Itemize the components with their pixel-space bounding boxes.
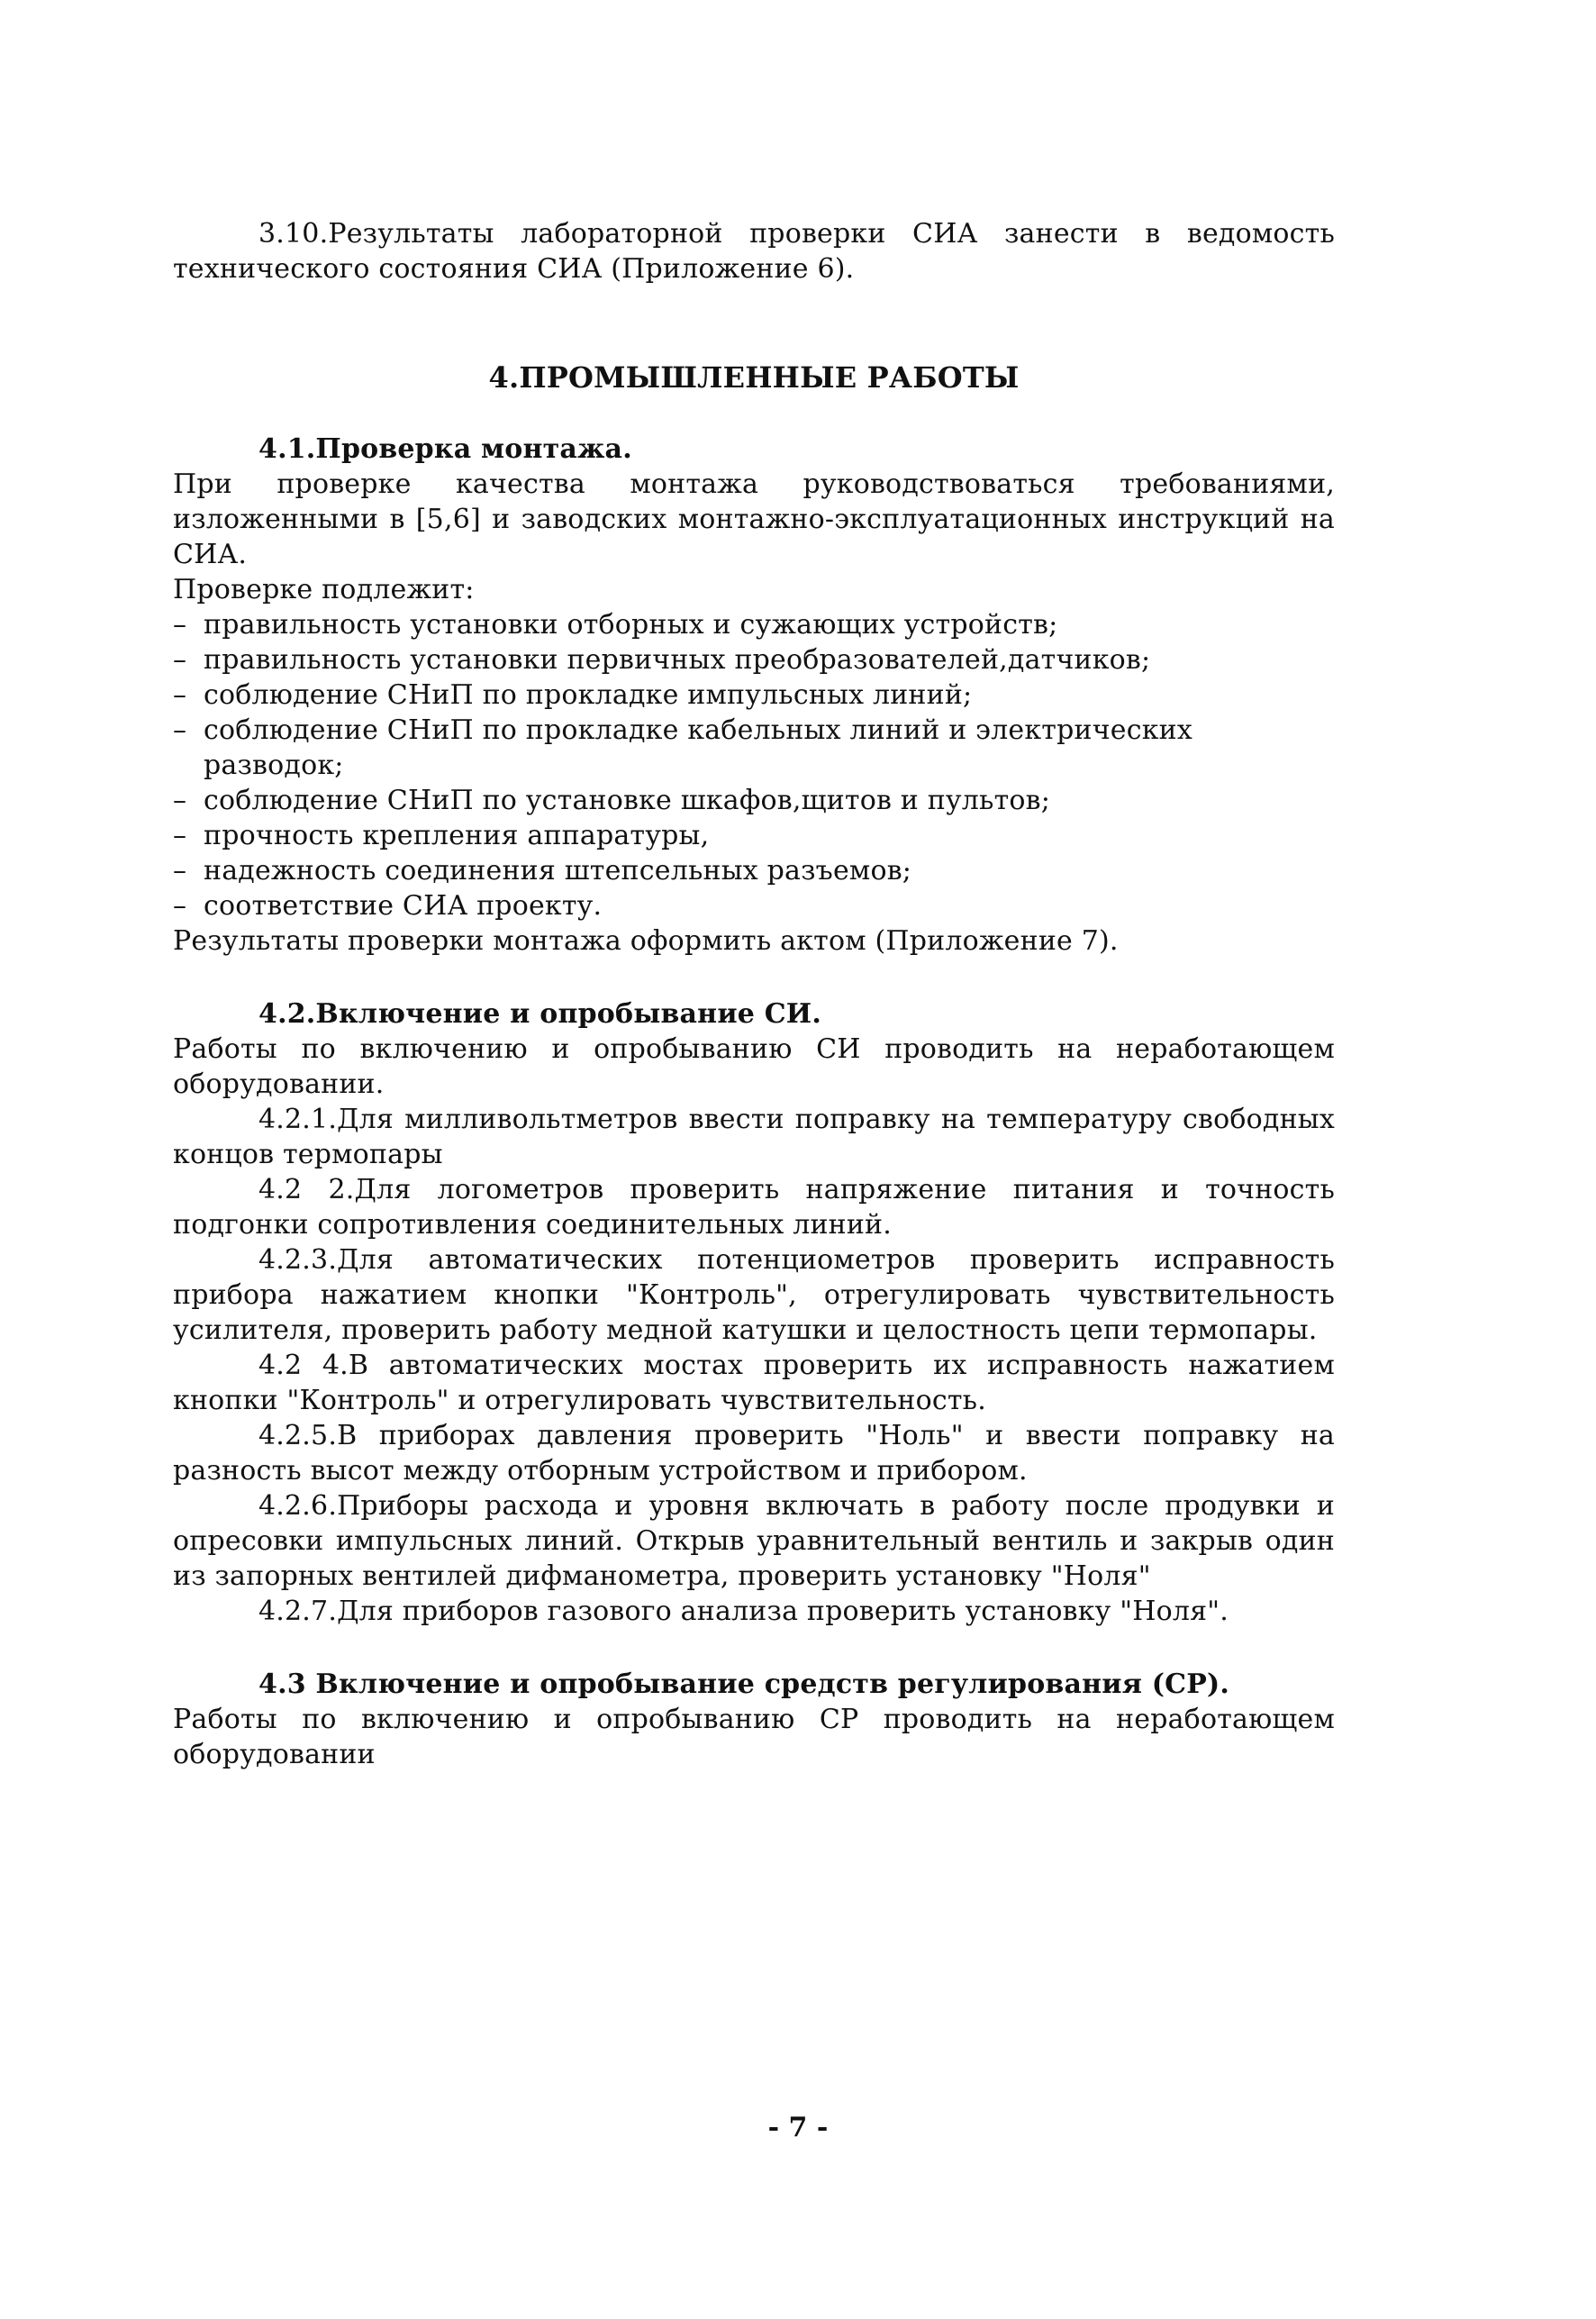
paragraph-4-3-text: Работы по включению и опробыванию СР проводить на неработающем оборудовании	[173, 1704, 1335, 1770]
dash-bullet: –	[173, 855, 187, 887]
dash-bullet: –	[173, 644, 187, 676]
dash-bullet: –	[173, 820, 187, 851]
dash-bullet: –	[173, 609, 187, 641]
subsection-title-4-3: 4.3 Включение и опробывание средств регулирования (СР).	[258, 1669, 1229, 1700]
list-intro: Проверке подлежит:	[173, 574, 475, 605]
paragraph-4-2-7: 4.2.7.Для приборов газового анализа проверить установку "Ноля".	[258, 1596, 1229, 1627]
list-item: – правильность установки первичных преобразователей,датчиков;	[173, 644, 1151, 676]
paragraph-4-1-result: Результаты проверки монтажа оформить актом (Приложение 7).	[173, 925, 1119, 957]
paragraph-4-2-1: 4.2.1.Для милливольтметров ввести поправку на температуру свободных концов термопары	[173, 1104, 1335, 1170]
list-item: – надежность соединения штепсельных разъемов;	[173, 855, 912, 887]
paragraph-4-2-4: 4.2 4.В автоматических мостах проверить их исправность нажатием кнопки "Контроль" и отрегулировать чувствительность.	[173, 1350, 1335, 1416]
page-body	[173, 216, 1335, 1772]
subsection-title-4-2: 4.2.Включение и опробывание СИ.	[258, 998, 821, 1030]
list-item: – соблюдение СНиП по прокладке кабельных линий и электрических разводок;	[173, 714, 1192, 781]
paragraph-4-2-3: 4.2.3.Для автоматических потенциометров проверить исправность прибора нажатием кнопки "Контроль", отрегулировать чувствительность усилителя, проверить работу медной катушки и целостность цепи термопары.	[173, 1244, 1335, 1346]
list-item: – соблюдение СНиП по установке шкафов,щитов и пультов;	[173, 785, 1051, 816]
paragraph-4-2-5: 4.2.5.В приборах давления проверить "Ноль" и ввести поправку на разность высот между отборным устройством и прибором.	[173, 1420, 1335, 1487]
list-item: – соблюдение СНиП по прокладке импульсных линий;	[173, 679, 973, 711]
dash-bullet: –	[173, 890, 187, 922]
paragraph-4-2-text: Работы по включению и опробыванию СИ проводить на неработающем оборудовании.	[173, 1033, 1335, 1100]
dash-bullet: –	[173, 714, 187, 746]
subsection-title-4-1: 4.1.Проверка монтажа.	[258, 433, 632, 465]
list-item: – соответствие СИА проекту.	[173, 890, 603, 922]
paragraph-4-2-6: 4.2.6.Приборы расхода и уровня включать в работу после продувки и опресовки импульсных линий. Открыв уравнительный вентиль и закрыв один из запорных вентилей дифманометра, проверить установку "Ноля"	[173, 1490, 1335, 1592]
paragraph-3-10: 3.10.Результаты лабораторной проверки СИА занести в ведомость технического состояния СИА (Приложение 6).	[173, 218, 1335, 285]
dash-bullet: –	[173, 679, 187, 711]
page-number: - 7 -	[767, 2112, 829, 2143]
paragraph-4-1-text: При проверке качества монтажа руководствоваться требованиями, изложенными в [5,6] и заводских монтажно-эксплуатационных инструкций на СИА.	[173, 468, 1335, 570]
list-item: – правильность установки отборных и сужающих устройств;	[173, 609, 1058, 641]
list-item: – прочность крепления аппаратуры,	[173, 820, 710, 851]
section-heading-4: 4.ПРОМЫШЛЕННЫЕ РАБОТЫ	[488, 360, 1020, 395]
paragraph-4-2-2: 4.2 2.Для логометров проверить напряжение питания и точность подгонки сопротивления соединительных линий.	[173, 1174, 1335, 1241]
inspection-list	[173, 607, 1335, 923]
dash-bullet: –	[173, 785, 187, 816]
